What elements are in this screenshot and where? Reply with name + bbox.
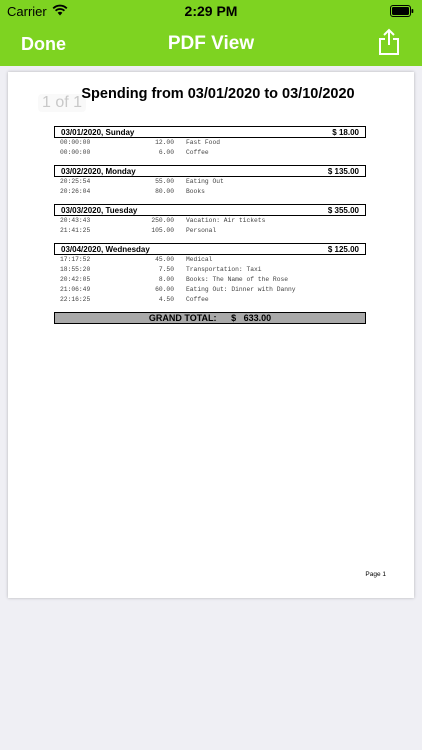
day-header	[54, 165, 366, 177]
expense-entry	[54, 148, 366, 158]
entry-time: 18:55:20	[60, 266, 91, 273]
entry-time: 20:42:05	[60, 276, 91, 283]
entry-amount: 12.00	[155, 139, 174, 146]
entry-time: 22:16:25	[60, 296, 91, 303]
day-date: 03/03/2020, Tuesday	[61, 205, 138, 215]
done-button[interactable]: Done	[21, 34, 66, 54]
entry-amount: 7.50	[158, 266, 174, 273]
day-group	[54, 165, 366, 197]
entry-description: Coffee	[186, 149, 209, 156]
day-group	[54, 243, 366, 305]
entry-amount: 8.00	[158, 276, 174, 283]
entry-description: Coffee	[186, 296, 209, 303]
day-header	[54, 243, 366, 255]
expense-entry	[54, 285, 366, 295]
entry-description: Books	[186, 188, 205, 195]
entry-time: 00:00:00	[60, 139, 91, 146]
day-total: $ 355.00	[327, 205, 359, 215]
expense-entry	[54, 255, 366, 265]
entry-description: Transportation: Taxi	[186, 266, 262, 273]
day-total: $ 135.00	[327, 166, 359, 176]
status-bar	[0, 0, 422, 22]
carrier-label: Carrier	[7, 4, 47, 19]
day-group	[54, 126, 366, 158]
expense-entry	[54, 265, 366, 275]
expense-entry	[54, 177, 366, 187]
day-date: 03/02/2020, Monday	[61, 166, 136, 176]
entry-amount: 45.00	[155, 256, 174, 263]
entry-time: 20:43:43	[60, 217, 91, 224]
status-time: 2:29 PM	[184, 3, 238, 19]
entry-description: Medical	[186, 256, 213, 263]
day-header	[54, 204, 366, 216]
day-list	[54, 126, 366, 324]
entry-description: Vacation: Air tickets	[186, 217, 266, 224]
entry-time: 17:17:52	[60, 256, 91, 263]
day-date: 03/01/2020, Sunday	[61, 127, 135, 137]
entry-description: Books: The Name of the Rose	[186, 276, 289, 283]
expense-entry	[54, 295, 366, 305]
day-date: 03/04/2020, Wednesday	[61, 244, 150, 254]
day-header	[54, 126, 366, 138]
expense-entry	[54, 187, 366, 197]
expense-entry	[54, 226, 366, 236]
entry-amount: 55.00	[155, 178, 174, 185]
expense-entry	[54, 275, 366, 285]
entry-amount: 250.00	[151, 217, 174, 224]
entry-description: Personal	[186, 227, 217, 234]
pdf-page[interactable]	[8, 72, 414, 598]
entry-time: 20:25:54	[60, 178, 91, 185]
grand-total-value: $ 633.00	[231, 313, 272, 323]
report-title: Spending from 03/01/2020 to 03/10/2020	[81, 86, 355, 102]
entry-time: 20:26:04	[60, 188, 91, 195]
day-group	[54, 204, 366, 236]
entry-time: 21:06:49	[60, 286, 91, 293]
day-total: $ 125.00	[327, 244, 359, 254]
entry-time: 21:41:25	[60, 227, 91, 234]
entry-description: Eating Out	[186, 178, 224, 185]
page-number: Page 1	[365, 571, 386, 578]
entry-description: Fast Food	[186, 139, 221, 146]
grand-total-label: GRAND TOTAL:	[148, 313, 217, 323]
expense-entry	[54, 216, 366, 226]
navigation-bar	[0, 22, 422, 66]
entry-amount: 105.00	[151, 227, 174, 234]
nav-title: PDF View	[167, 33, 255, 54]
entry-amount: 6.00	[158, 149, 174, 156]
day-total: $ 18.00	[332, 127, 359, 137]
entry-description: Eating Out: Dinner with Danny	[186, 286, 296, 293]
share-icon[interactable]	[378, 28, 400, 56]
page-indicator: 1 of 1	[38, 94, 86, 112]
entry-amount: 4.50	[158, 296, 174, 303]
grand-total-bar	[54, 312, 366, 324]
entry-amount: 80.00	[155, 188, 174, 195]
expense-entry	[54, 138, 366, 148]
entry-time: 00:00:00	[60, 149, 91, 156]
battery-icon	[390, 5, 414, 17]
entry-amount: 60.00	[155, 286, 174, 293]
